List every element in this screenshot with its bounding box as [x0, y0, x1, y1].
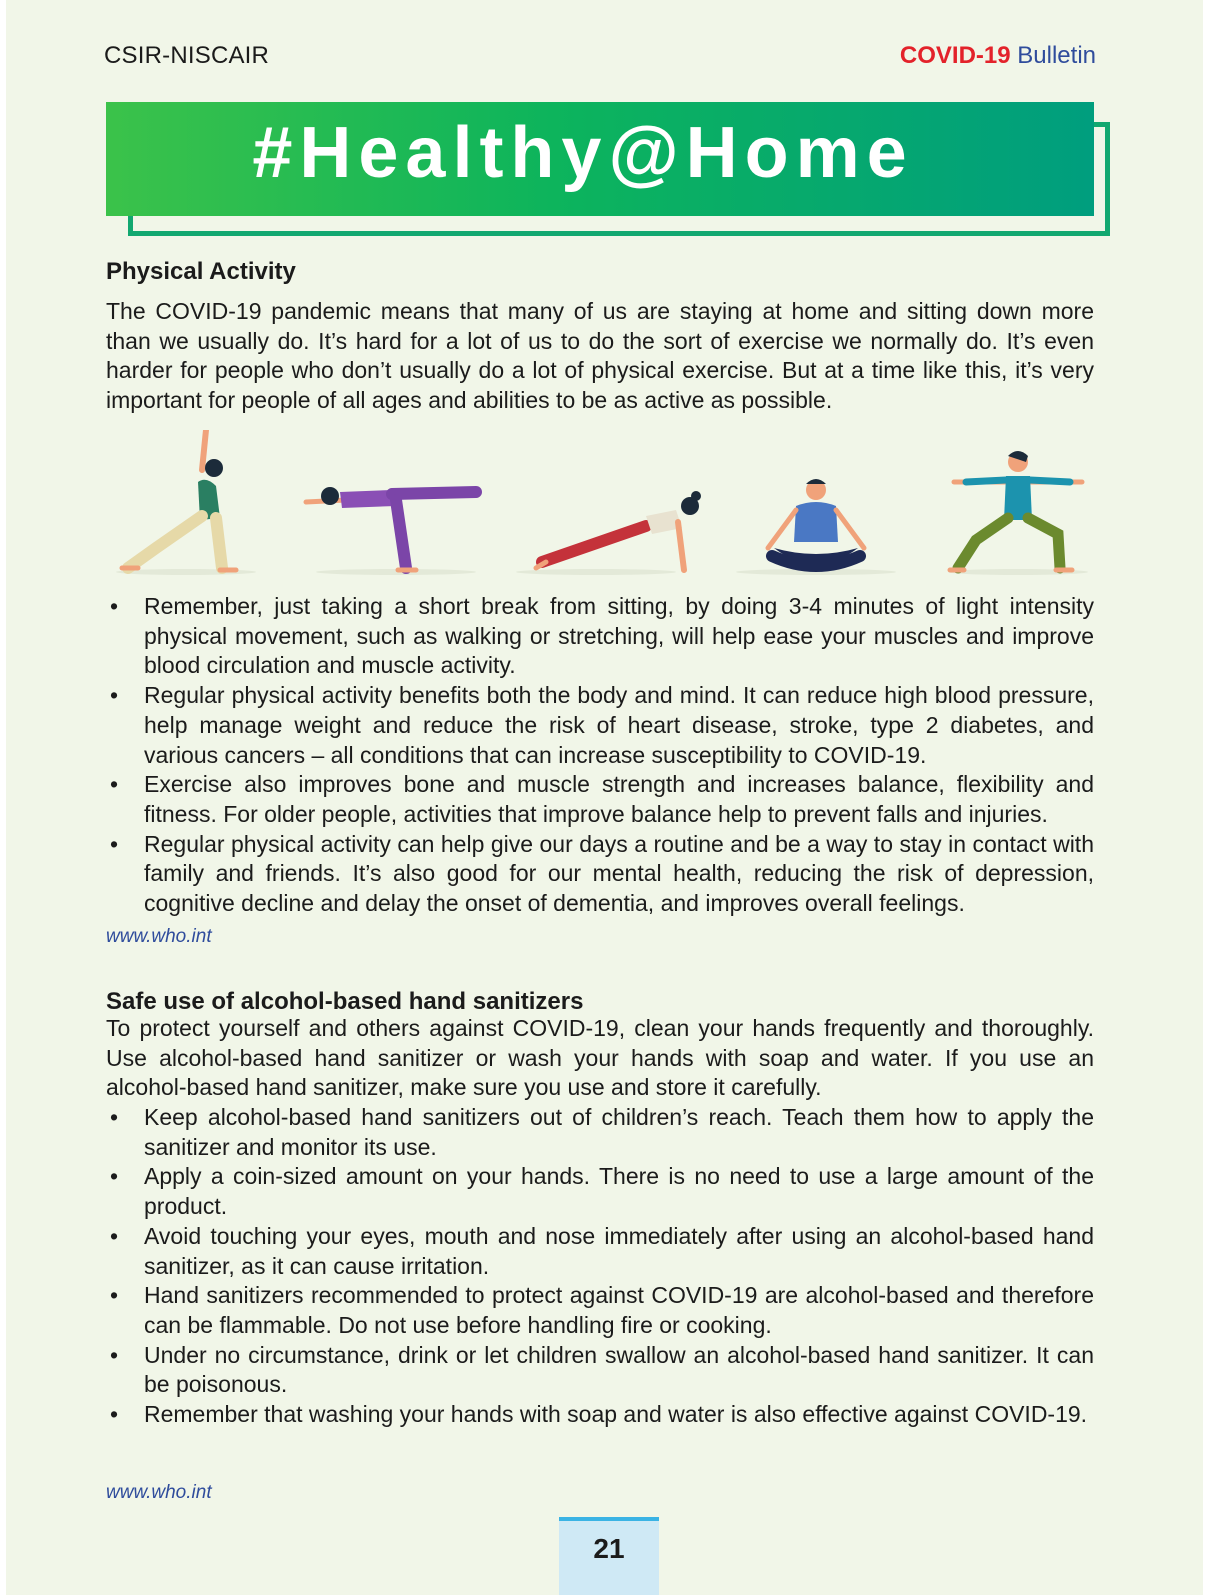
bullet-text: Apply a coin-sized amount on your hands. There is no need to use a large amount of the product. — [144, 1163, 1094, 1220]
list-item: • Avoid touching your eyes, mouth and nose immediately after using an alcohol-based hand sanitizer, as it can cause irritation. — [110, 1222, 1094, 1279]
sanitizer-bullets — [106, 1103, 1094, 1430]
source-link-who-2[interactable]: www.who.int — [106, 1482, 212, 1503]
source-link-who[interactable]: www.who.int — [106, 926, 212, 947]
header-covid-label: COVID-19 — [899, 42, 1011, 69]
header-org: CSIR-NISCAIR — [104, 42, 270, 69]
bullet-text: Exercise also improves bone and muscle strength and increases balance, flexibility and fitness. For older people, activities that improve balance help to prevent falls and injuries. — [144, 771, 1094, 827]
bulletin-page — [6, 0, 1203, 1595]
physical-activity-intro: The COVID-19 pandemic means that many of us are staying at home and sitting down more than we usually do. It’s hard for a lot of us to do the sort of exercise we normally do. It’s even harder for people who don’t usually do a lot of physical exercise. But at a time like this, it’s very important for people of all ages and abilities to be as active as possible. — [106, 298, 1094, 414]
physical-activity-bullets — [106, 592, 1094, 919]
meditation-figure-icon — [736, 479, 896, 575]
bullet-text: Remember that washing your hands with soap and water is also effective against COVID-19. — [144, 1401, 1088, 1428]
list-item: • Regular physical activity can help give our days a routine and be a way to stay in contact with family and friends. It’s also good for our mental health, reducing the risk of depression, cognitive decline and delay the onset of dementia, and improves overall feelings. — [110, 830, 1094, 917]
bullet-text: Remember, just taking a short break from sitting, by doing 3-4 minutes of light intensity physical movement, such as walking or stretching, will help ease your muscles and improve blood circulation and muscle activity. — [144, 593, 1094, 679]
header-bulletin — [900, 42, 1096, 70]
list-item: • Hand sanitizers recommended to protect against COVID-19 are alcohol-based and therefore can be flammable. Do not use before handling fire or cooking. — [110, 1282, 1094, 1338]
bullet-text: Under no circumstance, drink or let children swallow an alcohol-based hand sanitizer. It can be poisonous. — [144, 1341, 1094, 1398]
list-item: • Remember that washing your hands with soap and water is also effective against COVID-19. — [110, 1401, 1088, 1428]
plank-figure-icon — [516, 491, 701, 575]
banner-title: #Healthy@Home — [252, 113, 914, 193]
list-item: • Exercise also improves bone and muscle strength and increases balance, flexibility and fitness. For older people, activities that improve balance help to prevent falls and injuries. — [110, 771, 1094, 827]
lunge-figure-icon — [116, 430, 256, 575]
bullet-text: Avoid touching your eyes, mouth and nose immediately after using an alcohol-based hand sanitizer, as it can cause irritation. — [144, 1222, 1094, 1279]
list-item: • Apply a coin-sized amount on your hands. There is no need to use a large amount of the product. — [110, 1163, 1094, 1220]
list-item: • Remember, just taking a short break from sitting, by doing 3-4 minutes of light intensity physical movement, such as walking or stretching, will help ease your muscles and improve blood circulation and muscle activity. — [110, 593, 1094, 679]
warrior-figure-icon — [948, 451, 1088, 575]
page-number — [559, 1517, 659, 1595]
bullet-text: Regular physical activity benefits both the body and mind. It can reduce high blood pressure, help manage weight and reduce the risk of heart disease, stroke, type 2 diabetes, and various cancers – all conditions that can increase susceptibility to COVID-19. — [144, 682, 1094, 768]
header-bulletin-label: Bulletin — [1017, 42, 1096, 69]
sanitizer-intro: To protect yourself and others against COVID-19, clean your hands frequently and thoroughly. Use alcohol-based hand sanitizer or wash your hands with soap and water. If you use an alcohol-based hand sanitizer, make sure you use and store it carefully. — [106, 1015, 1094, 1101]
page-number-text: 21 — [593, 1533, 625, 1564]
list-item: • Regular physical activity benefits both the body and mind. It can reduce high blood pressure, help manage weight and reduce the risk of heart disease, stroke, type 2 diabetes, and various cancers – all conditions that can increase susceptibility to COVID-19. — [110, 682, 1094, 768]
list-item: • Keep alcohol-based hand sanitizers out of children’s reach. Teach them how to apply the sanitizer and monitor its use. — [110, 1104, 1094, 1160]
section-title-hand-sanitizers: Safe use of alcohol-based hand sanitizers — [106, 988, 584, 1015]
list-item: • Under no circumstance, drink or let children swallow an alcohol-based hand sanitizer. It can be poisonous. — [110, 1341, 1094, 1398]
exercise-illustrations — [106, 430, 1094, 590]
bullet-text: Hand sanitizers recommended to protect against COVID-19 are alcohol-based and therefore can be flammable. Do not use before handling fire or cooking. — [144, 1282, 1094, 1338]
section-title-physical-activity: Physical Activity — [106, 258, 296, 285]
bullet-text: Regular physical activity can help give our days a routine and be a way to stay in contact with family and friends. It’s also good for our mental health, reducing the risk of depression, cognitive decline and delay the onset of dementia, and improves overall feelings. — [144, 830, 1094, 917]
banner — [106, 102, 1094, 216]
bullet-text: Keep alcohol-based hand sanitizers out of children’s reach. Teach them how to apply the sanitizer and monitor its use. — [144, 1104, 1094, 1160]
balance-figure-icon — [306, 487, 476, 575]
